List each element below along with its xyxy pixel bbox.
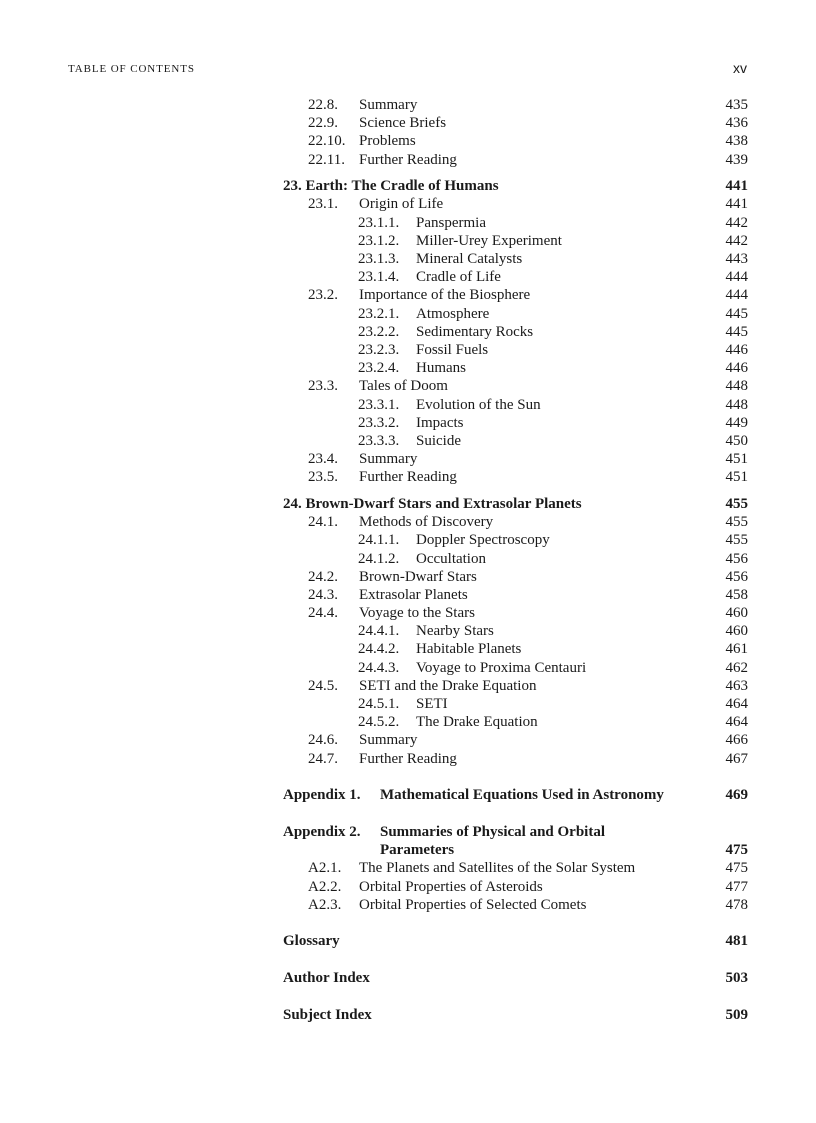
subsection-page: 456	[725, 550, 748, 567]
toc-section[interactable]	[283, 586, 748, 604]
subsection-number: 23.1.2.	[358, 232, 400, 249]
toc-section[interactable]	[283, 896, 748, 914]
appendix-number: Appendix 2.	[283, 823, 361, 840]
appendix-page: 469	[725, 787, 748, 804]
section-number: 23.5.	[308, 469, 338, 486]
subsection-page: 461	[725, 641, 748, 658]
toc-appendix-1[interactable]	[283, 786, 748, 804]
subsection-title: Voyage to Proxima Centauri	[416, 659, 587, 676]
toc-subsection[interactable]	[283, 414, 748, 432]
subsection-number: 24.4.3.	[358, 659, 400, 676]
subsection-page: 445	[725, 323, 748, 340]
section-title: Brown-Dwarf Stars	[359, 568, 477, 585]
section-number: 22.8.	[308, 97, 338, 113]
section-title: Summary	[359, 732, 418, 749]
toc-subsection[interactable]	[283, 531, 748, 549]
toc-section[interactable]	[283, 377, 748, 395]
subject-index-title: Subject Index	[283, 1006, 372, 1023]
toc-subject-index[interactable]	[283, 1006, 748, 1024]
toc-subsection[interactable]	[283, 640, 748, 658]
section-page: 466	[725, 732, 748, 749]
section-number: 24.2.	[308, 568, 338, 585]
section-title: Importance of the Biosphere	[359, 287, 531, 304]
subsection-page: 455	[725, 532, 748, 549]
section-number: 24.6.	[308, 732, 338, 749]
subsection-title: Panspermia	[416, 214, 486, 231]
subsection-title: Evolution of the Sun	[416, 396, 541, 413]
author-index-page: 503	[725, 970, 748, 987]
section-page: 458	[725, 586, 748, 603]
section-page: 463	[725, 677, 748, 694]
section-page: 444	[725, 287, 748, 304]
toc-section[interactable]	[283, 195, 748, 213]
toc-subsection[interactable]	[283, 550, 748, 568]
toc-subsection[interactable]	[283, 359, 748, 377]
appendix-title: Summaries of Physical and Orbital	[380, 823, 606, 840]
section-number: 24.7.	[308, 750, 338, 767]
toc-subsection[interactable]	[283, 713, 748, 731]
subsection-number: 23.2.4.	[358, 360, 400, 377]
toc-chapter-24[interactable]	[283, 495, 748, 513]
toc-chapter-23[interactable]	[283, 177, 748, 195]
subsection-number: 23.1.1.	[358, 214, 400, 231]
section-page: 460	[725, 605, 748, 622]
subsection-title: Miller-Urey Experiment	[416, 232, 562, 249]
toc-section[interactable]	[283, 450, 748, 468]
toc-section[interactable]	[283, 286, 748, 304]
subsection-title: Mineral Catalysts	[416, 251, 523, 267]
section-title: SETI and the Drake Equation	[359, 677, 537, 694]
subsection-number: 23.2.3.	[358, 341, 400, 358]
section-title: Extrasolar Planets	[359, 586, 468, 603]
subsection-page: 446	[725, 360, 748, 377]
subsection-number: 23.1.3.	[358, 251, 400, 267]
section-number: 22.11.	[308, 151, 345, 168]
subsection-title: Impacts	[416, 414, 464, 431]
page-number: xv	[733, 60, 747, 76]
subsection-number: 24.4.1.	[358, 623, 400, 640]
section-title: Methods of Discovery	[359, 514, 494, 531]
subsection-title: Fossil Fuels	[416, 341, 489, 358]
section-number: A2.1.	[308, 860, 342, 877]
glossary-title: Glossary	[283, 933, 340, 950]
toc-subsection[interactable]	[283, 323, 748, 341]
section-title: Further Reading	[359, 469, 457, 486]
subsection-number: 24.5.1.	[358, 696, 400, 712]
section-page: 441	[725, 196, 748, 213]
subsection-title: SETI	[416, 696, 448, 712]
toc-section[interactable]	[283, 513, 748, 531]
subsection-page: 462	[725, 659, 748, 676]
section-number: 24.1.	[308, 514, 338, 531]
section-page: 455	[725, 514, 748, 531]
section-number: 22.9.	[308, 115, 338, 132]
section-title: Summary	[359, 451, 418, 468]
subsection-title: Cradle of Life	[416, 269, 501, 286]
appendix-title-continued: Parameters	[380, 842, 455, 859]
section-page: 438	[725, 133, 748, 150]
toc-section[interactable]	[283, 731, 748, 749]
chapter-page: 441	[725, 178, 748, 195]
subsection-number: 24.1.2.	[358, 550, 400, 567]
subsection-title: Sedimentary Rocks	[416, 323, 534, 340]
toc-subsection[interactable]	[283, 214, 748, 232]
section-page: 475	[725, 860, 748, 877]
section-title: Tales of Doom	[359, 378, 448, 395]
section-page: 451	[725, 451, 748, 468]
subsection-title: Habitable Planets	[416, 641, 522, 658]
subsection-page: 464	[725, 714, 748, 731]
subsection-page: 450	[725, 432, 748, 449]
toc-section[interactable]	[283, 859, 748, 877]
subsection-title: Suicide	[416, 432, 461, 449]
section-title: Summary	[359, 97, 418, 113]
toc-subsection[interactable]	[283, 341, 748, 359]
subsection-number: 23.2.2.	[358, 323, 400, 340]
toc-subsection[interactable]	[283, 622, 748, 640]
subsection-page: 442	[725, 214, 748, 231]
subsection-number: 24.4.2.	[358, 641, 400, 658]
toc-subsection[interactable]	[283, 432, 748, 450]
toc-section[interactable]	[283, 151, 748, 169]
section-number: 24.3.	[308, 586, 338, 603]
toc-appendix-2[interactable]	[283, 823, 748, 841]
toc-subsection[interactable]	[283, 305, 748, 323]
subsection-page: 443	[725, 251, 748, 267]
section-number: A2.3.	[308, 896, 342, 913]
subsection-page: 464	[725, 696, 748, 712]
glossary-page: 481	[725, 933, 748, 950]
subsection-number: 23.3.3.	[358, 432, 400, 449]
section-title: Voyage to the Stars	[359, 605, 475, 622]
section-title: Origin of Life	[359, 196, 444, 213]
table-of-contents	[283, 96, 748, 1024]
toc-section[interactable]	[283, 604, 748, 622]
toc-glossary[interactable]	[283, 932, 748, 950]
section-title: Problems	[359, 133, 416, 150]
subject-index-page: 509	[725, 1006, 748, 1023]
toc-section[interactable]	[283, 750, 748, 768]
appendix-page: 475	[725, 842, 748, 859]
subsection-title: The Drake Equation	[416, 714, 538, 731]
subsection-number: 24.5.2.	[358, 714, 400, 731]
subsection-page: 442	[725, 232, 748, 249]
toc-author-index[interactable]	[283, 969, 748, 987]
toc-subsection[interactable]	[283, 396, 748, 414]
subsection-page: 449	[725, 414, 748, 431]
section-page: 436	[725, 115, 748, 132]
subsection-number: 24.1.1.	[358, 532, 400, 549]
toc-subsection[interactable]	[283, 659, 748, 677]
toc-subsection[interactable]	[283, 268, 748, 286]
toc-appendix-2-continued[interactable]	[283, 841, 748, 859]
section-page: 435	[725, 97, 748, 113]
section-title: Orbital Properties of Asteroids	[359, 878, 543, 895]
toc-subsection[interactable]	[283, 250, 748, 268]
toc-subsection[interactable]	[283, 232, 748, 250]
subsection-page: 460	[725, 623, 748, 640]
section-title: Science Briefs	[359, 115, 447, 132]
section-number: 22.10.	[308, 133, 346, 150]
section-page: 477	[725, 878, 748, 895]
toc-section[interactable]	[283, 114, 748, 132]
section-page: 467	[725, 750, 748, 767]
toc-section[interactable]	[283, 96, 748, 114]
section-title: Further Reading	[359, 750, 457, 767]
chapter-title: 23. Earth: The Cradle of Humans	[283, 178, 499, 195]
author-index-title: Author Index	[283, 970, 370, 987]
section-page: 478	[725, 896, 748, 913]
section-number: 23.4.	[308, 451, 338, 468]
subsection-title: Humans	[416, 360, 466, 377]
subsection-title: Occultation	[416, 550, 486, 567]
running-head: TABLE OF CONTENTS	[68, 63, 195, 75]
subsection-number: 23.2.1.	[358, 305, 400, 322]
subsection-title: Atmosphere	[416, 305, 490, 322]
subsection-number: 23.1.4.	[358, 269, 400, 286]
subsection-page: 448	[725, 396, 748, 413]
toc-section[interactable]	[283, 568, 748, 586]
section-number: 24.5.	[308, 677, 338, 694]
section-number: A2.2.	[308, 878, 342, 895]
chapter-title: 24. Brown-Dwarf Stars and Extrasolar Planets	[283, 495, 582, 512]
section-number: 23.1.	[308, 196, 338, 213]
subsection-page: 445	[725, 305, 748, 322]
section-title: Orbital Properties of Selected Comets	[359, 896, 587, 913]
section-page: 448	[725, 378, 748, 395]
appendix-title: Mathematical Equations Used in Astronomy	[380, 787, 664, 804]
chapter-page: 455	[725, 495, 748, 512]
section-number: 23.2.	[308, 287, 338, 304]
subsection-page: 444	[725, 269, 748, 286]
toc-section[interactable]	[283, 878, 748, 896]
toc-section[interactable]	[283, 468, 748, 486]
section-title: Further Reading	[359, 151, 457, 168]
toc-subsection[interactable]	[283, 695, 748, 713]
subsection-title: Doppler Spectroscopy	[416, 532, 550, 549]
section-page: 456	[725, 568, 748, 585]
appendix-number: Appendix 1.	[283, 787, 361, 804]
section-number: 23.3.	[308, 378, 338, 395]
section-page: 439	[725, 151, 748, 168]
section-title: The Planets and Satellites of the Solar System	[359, 860, 636, 877]
subsection-title: Nearby Stars	[416, 623, 494, 640]
section-number: 24.4.	[308, 605, 338, 622]
subsection-number: 23.3.2.	[358, 414, 400, 431]
toc-section[interactable]	[283, 132, 748, 150]
section-page: 451	[725, 469, 748, 486]
toc-section[interactable]	[283, 677, 748, 695]
subsection-page: 446	[725, 341, 748, 358]
subsection-number: 23.3.1.	[358, 396, 400, 413]
